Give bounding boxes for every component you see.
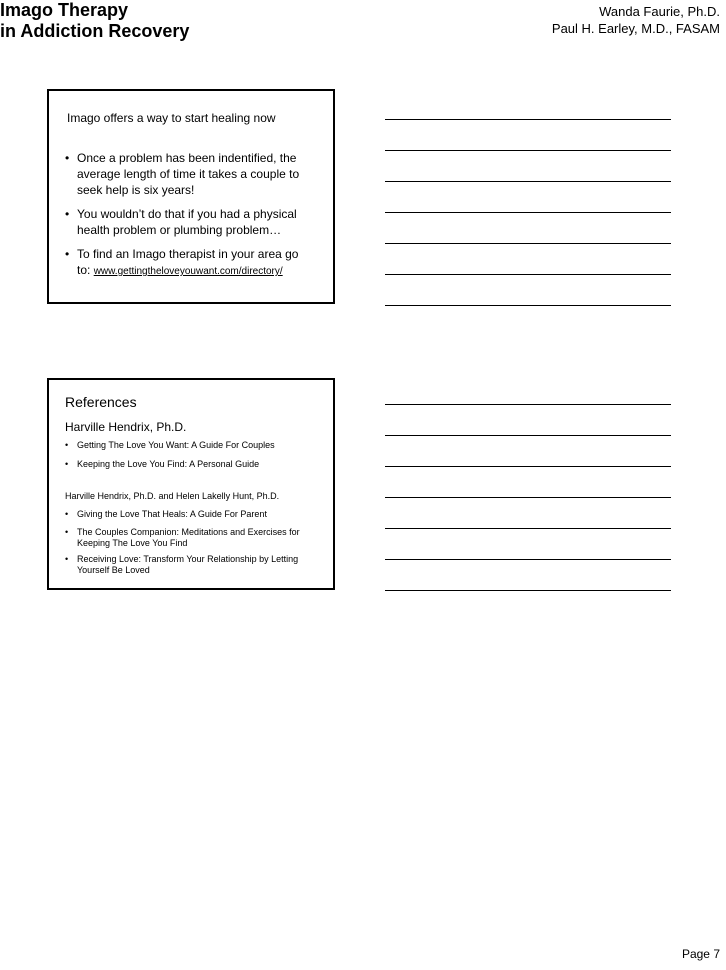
reference-author-2: Harville Hendrix, Ph.D. and Helen Lakelly Hunt, Ph.D. (65, 491, 280, 501)
bullet-line: To find an Imago therapist in your area go (77, 247, 299, 261)
author-2: Paul H. Earley, M.D., FASAM (551, 21, 720, 36)
reference-author-1: Harville Hendrix, Ph.D. (65, 420, 187, 434)
note-line (385, 404, 671, 405)
title-line-1: Imago Therapy (0, 0, 129, 20)
title-line-2: in Addiction Recovery (0, 21, 190, 41)
reference-line: Keeping The Love You Find (77, 538, 188, 548)
bullet-dot: • (65, 527, 69, 537)
note-line (385, 497, 671, 498)
author-1: Wanda Faurie, Ph.D. (599, 4, 720, 19)
reference-line: Receiving Love: Transform Your Relationship by Letting (77, 554, 299, 564)
note-line (385, 466, 671, 467)
note-line (385, 212, 671, 213)
bullet-dot: • (65, 151, 70, 165)
bullet-line: average length of time it takes a couple to (77, 167, 300, 181)
bullet-dot: • (65, 509, 69, 519)
reference-title (77, 554, 298, 576)
bullet-line: You wouldn’t do that if you had a physical (77, 207, 297, 221)
bullet-line: Once a problem has been indentified, the (77, 151, 297, 165)
bullet-dot: • (65, 459, 69, 469)
bullet-dot: • (65, 247, 70, 261)
note-line (385, 590, 671, 591)
reference-title (77, 509, 267, 520)
page-number: Page 7 (681, 947, 720, 961)
slide-1-title: Imago offers a way to start healing now (67, 111, 276, 125)
directory-link[interactable]: www.gettingtheloveyouwant.com/directory/ (93, 266, 283, 277)
note-line (385, 150, 671, 151)
bullet-line-prefix: to: (77, 263, 94, 277)
author-block (552, 3, 720, 37)
note-line (385, 243, 671, 244)
note-line (385, 119, 671, 120)
note-line (385, 528, 671, 529)
bullet-dot: • (65, 554, 69, 564)
slide-thumbnail-1 (47, 89, 335, 304)
reference-title: Keeping the Love You Find: A Personal Guide (77, 459, 260, 469)
reference-title (77, 527, 300, 549)
document-title (0, 0, 189, 42)
note-line (385, 305, 671, 306)
reference-line: Giving the Love That Heals: A Guide For Parent (77, 509, 267, 519)
reference-line: Yourself Be Loved (77, 565, 150, 575)
bullet-line: health problem or plumbing problem… (77, 223, 282, 237)
slide-2-title: References (65, 394, 137, 410)
bullet-dot: • (65, 207, 70, 221)
bullet-line: seek help is six years! (77, 183, 195, 197)
note-line (385, 181, 671, 182)
slide-thumbnail-2 (47, 378, 335, 590)
note-line (385, 274, 671, 275)
reference-line: The Couples Companion: Meditations and Exercises for (77, 527, 300, 537)
note-line (385, 559, 671, 560)
note-line (385, 435, 671, 436)
reference-title: Getting The Love You Want: A Guide For Couples (77, 440, 275, 450)
bullet-dot: • (65, 440, 69, 450)
